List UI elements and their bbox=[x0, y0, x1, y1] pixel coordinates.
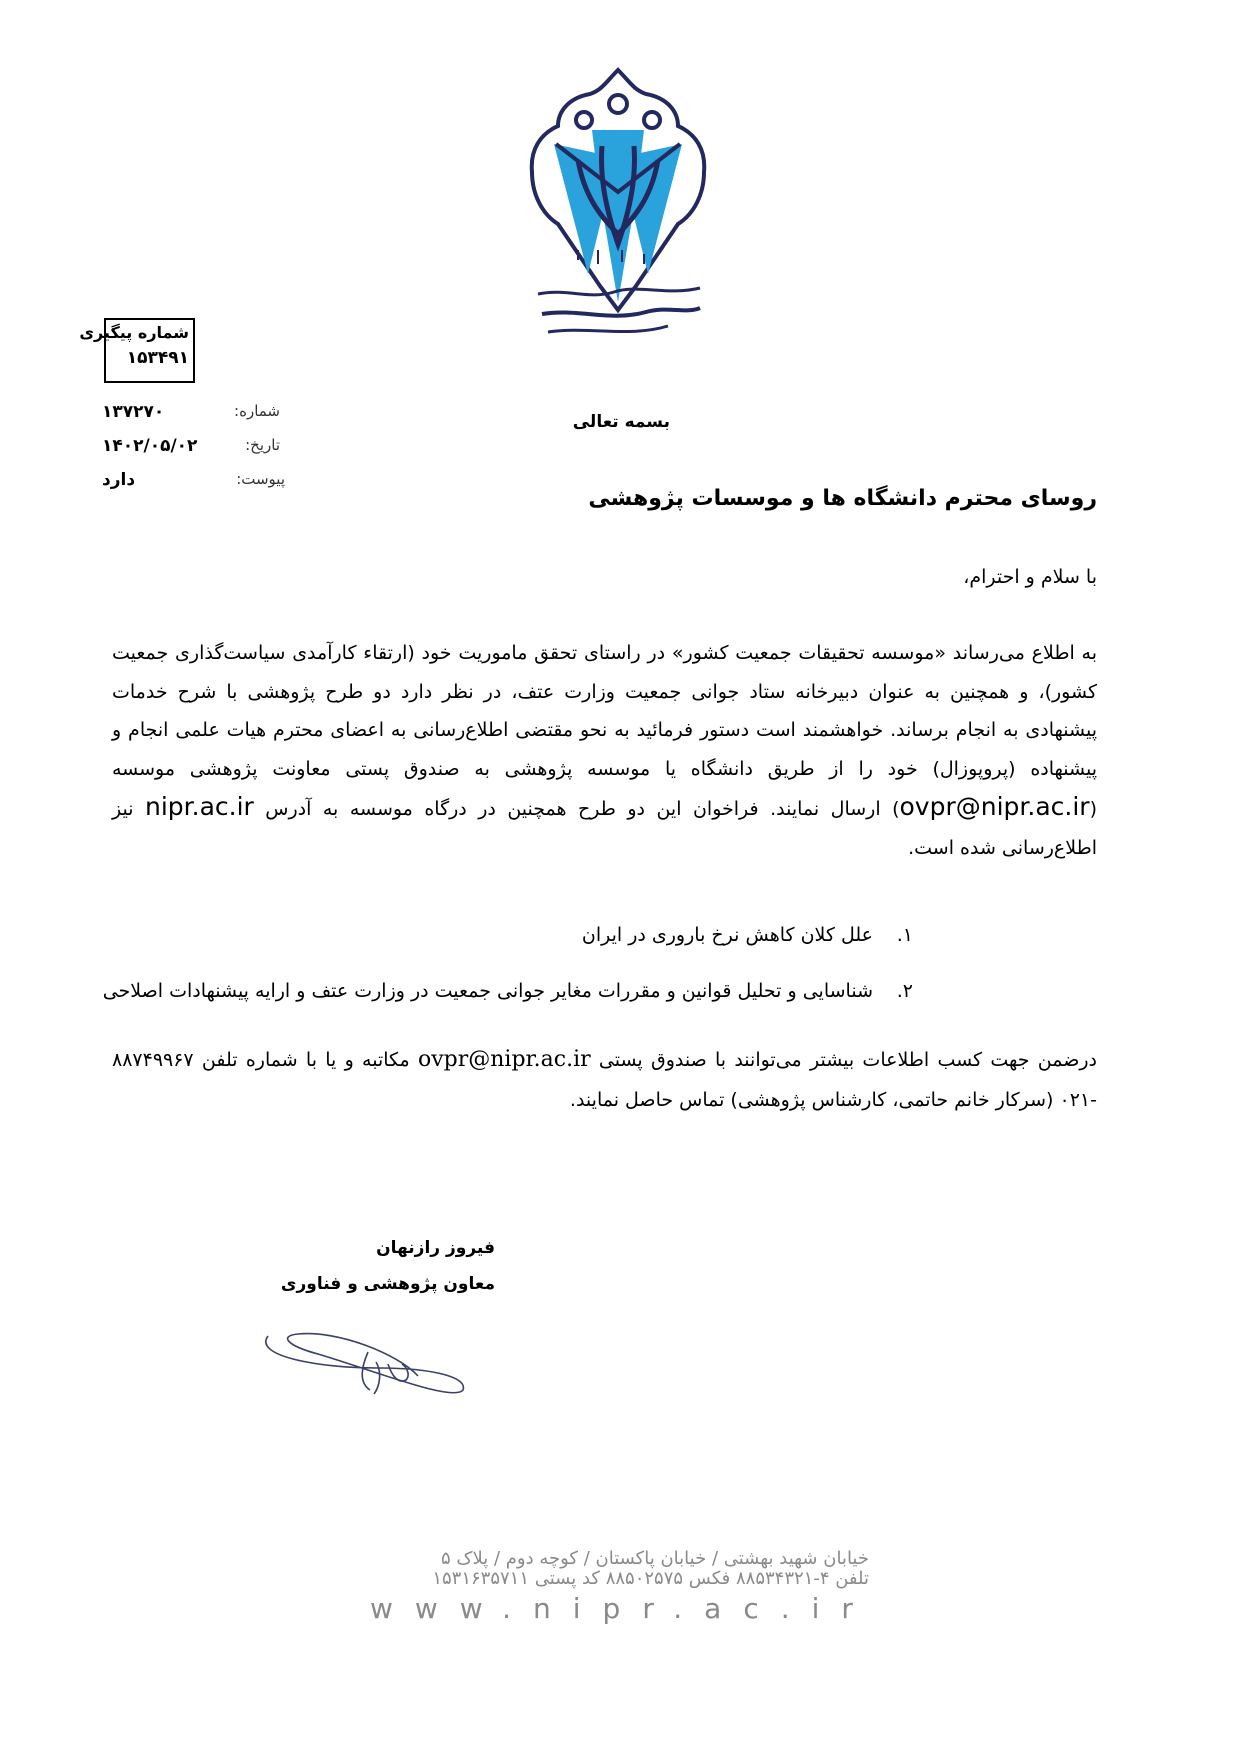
date-value: ۱۴۰۲/۰۵/۰۲ bbox=[102, 436, 198, 456]
tracking-value: ۱۵۳۴۹۱ bbox=[126, 348, 189, 368]
footer-address: خیابان شهید بهشتی / خیابان پاکستان / کوچه دوم / پلاک ۵ bbox=[441, 1548, 869, 1569]
attachment-value: دارد bbox=[102, 470, 136, 490]
signer-title: معاون پژوهشی و فناوری bbox=[280, 1274, 495, 1294]
footer-website[interactable]: www.nipr.ac.ir bbox=[370, 1592, 875, 1625]
closing-paragraph bbox=[112, 1040, 1097, 1120]
research-email-link[interactable]: ovpr@nipr.ac.ir bbox=[899, 792, 1090, 821]
body-paragraph bbox=[112, 634, 1097, 867]
closing-text-part2: مکاتبه و یا با شماره تلفن ۸۸۷۴۹۹۶۷ -۰۲۱ (سرکار خانم حاتمی، کارشناس پژوهشی) تماس حاصل نمایند. bbox=[112, 1049, 1097, 1111]
closing-email-link[interactable]: ovpr@nipr.ac.ir bbox=[417, 1047, 591, 1072]
list-item-number: ۲. bbox=[896, 980, 913, 1002]
handwritten-signature bbox=[258, 1306, 478, 1406]
greeting: با سلام و احترام، bbox=[963, 566, 1097, 588]
website-link[interactable]: nipr.ac.ir bbox=[144, 792, 254, 821]
attachment-label: پیوست: bbox=[236, 470, 285, 488]
institute-logo bbox=[518, 64, 718, 364]
body-text-part3: نیز اطلاع‌رسانی شده است. bbox=[112, 798, 1097, 859]
number-value: ۱۳۷۲۷۰ bbox=[102, 402, 165, 422]
body-text-part1: به اطلاع می‌رساند «موسسه تحقیقات جمعیت کشور» در راستای تحقق ماموریت خود (ارتقاء کارآمدی سیاست‌گذاری جمعیت کشور)، و همچنین به عنوان دبیرخانه ستاد جوانی جمعیت وزارت عتف، در نظر دارد دو طرح پژوهشی با شرح خدمات پیشنهادی به انجام برساند. خواهشمند است دستور فرمائید به نحو مقتضی اطلاع‌رسانی به اعضای محترم هیات علمی انجام و پیشنهاده (پروپوزال) خود را از طریق دانشگاه یا موسسه پژوهشی به صندوق پستی معاونت پژوهشی موسسه ( bbox=[112, 642, 1097, 820]
body-text-part2: ) ارسال نمایند. فراخوان این دو طرح همچنین در درگاه موسسه به آدرس bbox=[253, 798, 900, 820]
bismillah-heading: بسمه تعالی bbox=[572, 412, 670, 432]
closing-text-part1: درضمن جهت کسب اطلاعات بیشتر می‌توانند با صندوق پستی bbox=[590, 1049, 1098, 1071]
recipient-line: روسای محترم دانشگاه ها و موسسات پژوهشی bbox=[588, 486, 1097, 511]
signer-name: فیروز رازنهان bbox=[376, 1238, 495, 1258]
list-item bbox=[103, 980, 913, 1002]
tracking-label: شماره پیگیری bbox=[79, 323, 189, 342]
number-label: شماره: bbox=[234, 402, 280, 420]
date-label: تاریخ: bbox=[245, 436, 280, 454]
list-item bbox=[582, 924, 913, 946]
list-item-text: شناسایی و تحلیل قوانین و مقررات مغایر جوانی جمعیت در وزارت عتف و ارایه پیشنهادات اصلاحی bbox=[102, 980, 873, 1002]
list-item-number: ۱. bbox=[896, 924, 913, 946]
footer-contact: تلفن ۴-۸۸۵۳۴۳۲۱ فکس ۸۸۵۰۲۵۷۵ کد پستی ۱۵۳۱۶۳۵۷۱۱ bbox=[432, 1568, 869, 1589]
tracking-number-box bbox=[79, 318, 195, 383]
list-item-text: علل کلان کاهش نرخ باروری در ایران bbox=[581, 924, 873, 946]
